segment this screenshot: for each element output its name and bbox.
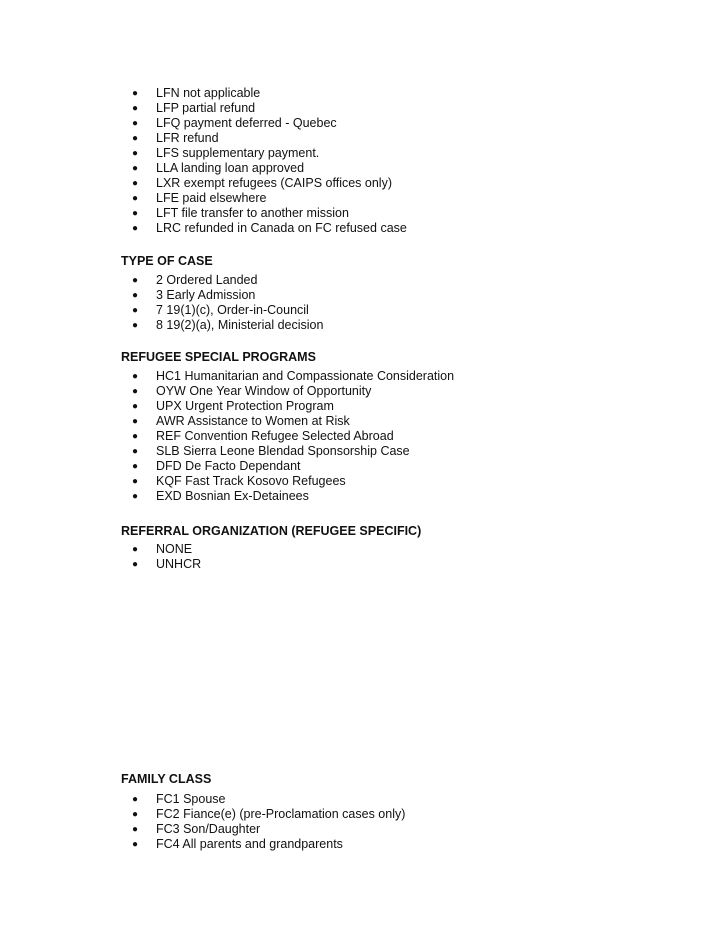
section-heading: REFERRAL ORGANIZATION (REFUGEE SPECIFIC): [121, 524, 422, 538]
payment-codes-list: [121, 86, 708, 236]
bullet-icon: ●: [131, 275, 139, 286]
bullet-icon: ●: [131, 223, 139, 234]
bullet-icon: ●: [131, 824, 139, 835]
bullet-icon: ●: [131, 371, 139, 382]
bullet-icon: ●: [131, 446, 139, 457]
section-heading: REFUGEE SPECIAL PROGRAMS: [121, 350, 316, 364]
list-item: ● SLB Sierra Leone Blendad Sponsorship Case: [121, 444, 708, 459]
list-item: ● FC3 Son/Daughter: [121, 822, 708, 837]
list-item: ● DFD De Facto Dependant: [121, 459, 708, 474]
bullet-icon: ●: [131, 305, 139, 316]
list-item: ● AWR Assistance to Women at Risk: [121, 414, 708, 429]
bullet-icon: ●: [131, 491, 139, 502]
bullet-icon: ●: [131, 320, 139, 331]
bullet-icon: ●: [131, 208, 139, 219]
list-item: ● UNHCR: [121, 557, 708, 572]
list-item: ● LFP partial refund: [121, 101, 708, 116]
list-item: ● NONE: [121, 542, 708, 557]
bullet-icon: ●: [131, 290, 139, 301]
list-item: ● LXR exempt refugees (CAIPS offices only): [121, 176, 708, 191]
list-item: ● HC1 Humanitarian and Compassionate Consideration: [121, 369, 708, 384]
bullet-icon: ●: [131, 544, 139, 555]
bullet-icon: ●: [131, 809, 139, 820]
list-item: ● REF Convention Refugee Selected Abroad: [121, 429, 708, 444]
refugee-programs-list: [121, 369, 708, 504]
list-item: ● LLA landing loan approved: [121, 161, 708, 176]
list-item: ● LFE paid elsewhere: [121, 191, 708, 206]
list-item: ● LRC refunded in Canada on FC refused case: [121, 221, 708, 236]
list-item: ● UPX Urgent Protection Program: [121, 399, 708, 414]
list-item: ● 7 19(1)(c), Order-in-Council: [121, 303, 708, 318]
bullet-icon: ●: [131, 794, 139, 805]
type-of-case-section: [121, 254, 708, 333]
bullet-icon: ●: [131, 386, 139, 397]
list-item: ● LFS supplementary payment.: [121, 146, 708, 161]
family-class-list: [121, 792, 708, 852]
bullet-icon: ●: [131, 163, 139, 174]
bullet-icon: ●: [131, 193, 139, 204]
family-class-section: [121, 772, 708, 852]
bullet-icon: ●: [131, 401, 139, 412]
list-item: ● 8 19(2)(a), Ministerial decision: [121, 318, 708, 333]
bullet-icon: ●: [131, 476, 139, 487]
list-item: ● EXD Bosnian Ex-Detainees: [121, 489, 708, 504]
bullet-icon: ●: [131, 133, 139, 144]
list-item: ● LFT file transfer to another mission: [121, 206, 708, 221]
list-item: ● FC2 Fiance(e) (pre-Proclamation cases only): [121, 807, 708, 822]
bullet-icon: ●: [131, 461, 139, 472]
bullet-icon: ●: [131, 178, 139, 189]
bullet-icon: ●: [131, 839, 139, 850]
referral-organization-list: [121, 542, 708, 572]
bullet-icon: ●: [131, 416, 139, 427]
list-item: ● KQF Fast Track Kosovo Refugees: [121, 474, 708, 489]
list-item: ● 2 Ordered Landed: [121, 273, 708, 288]
list-item: ● OYW One Year Window of Opportunity: [121, 384, 708, 399]
type-of-case-list: [121, 273, 708, 333]
bullet-icon: ●: [131, 103, 139, 114]
list-item: ● LFN not applicable: [121, 86, 708, 101]
bullet-icon: ●: [131, 559, 139, 570]
bullet-icon: ●: [131, 88, 139, 99]
bullet-icon: ●: [131, 148, 139, 159]
refugee-special-programs-section: [121, 350, 708, 504]
bullet-icon: ●: [131, 431, 139, 442]
list-item: ● LFQ payment deferred - Quebec: [121, 116, 708, 131]
list-item: ● LFR refund: [121, 131, 708, 146]
section-heading: FAMILY CLASS: [121, 772, 212, 786]
list-item: ● 3 Early Admission: [121, 288, 708, 303]
bullet-icon: ●: [131, 118, 139, 129]
section-heading: TYPE OF CASE: [121, 254, 213, 268]
list-item: ● FC1 Spouse: [121, 792, 708, 807]
list-item: ● FC4 All parents and grandparents: [121, 837, 708, 852]
payment-codes-section: [121, 86, 708, 236]
referral-organization-section: [121, 524, 708, 572]
